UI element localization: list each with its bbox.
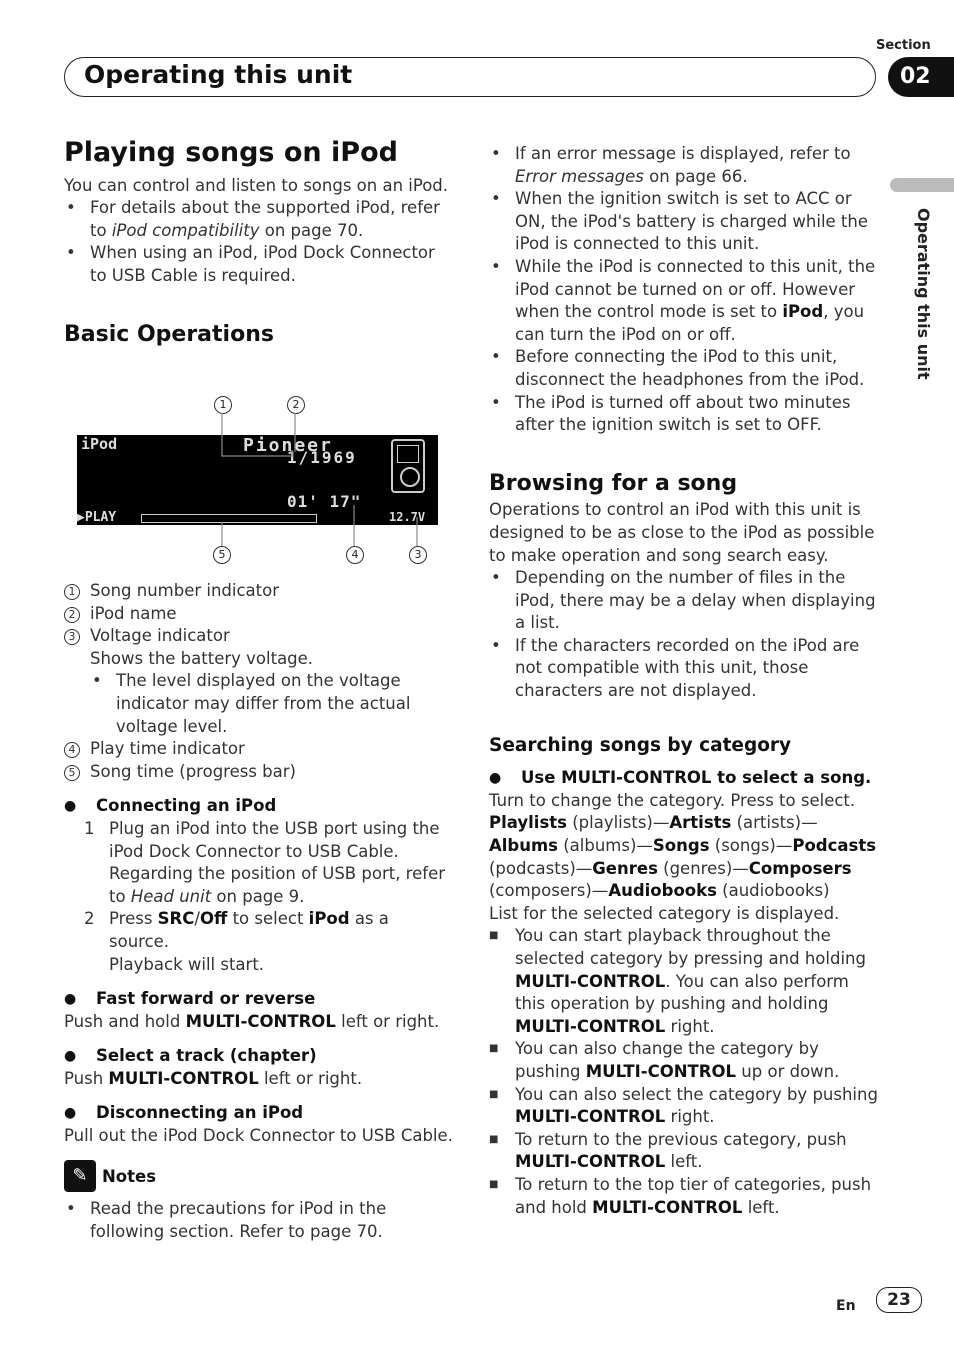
play-arrow-icon: ▶ [77, 510, 85, 525]
display-play-time: 01' 17" [287, 492, 362, 511]
callout-1: 1 [214, 396, 232, 414]
display-play-status: ▶PLAY [77, 510, 117, 525]
display-ipod-name: Pioneer [243, 435, 333, 456]
list-item: • Before connecting the iPod to this unit, disconnect the headphones from the iPod. [489, 346, 879, 391]
legend-block [64, 580, 454, 1243]
list-item: • The level displayed on the voltage indicator may differ from the actual voltage level. [64, 670, 454, 738]
legend-item: 1 Song number indicator [64, 580, 454, 603]
disconnecting-text: Pull out the iPod Dock Connector to USB Cable. [64, 1126, 453, 1146]
language-label: En [836, 1298, 856, 1314]
display-source: iPod [81, 435, 118, 453]
list-item: • If an error message is displayed, refer to Error messages on page 66. [489, 143, 879, 188]
note-item: ■ To return to the top tier of categories, push and hold MULTI-CONTROL left. [489, 1174, 879, 1219]
note-item: ■ You can start playback throughout the selected category by pressing and holding MULTI-CONTROL. You can also perform this operation by pushing and holding MULTI-CONTROL right. [489, 925, 879, 1038]
list-item: • Depending on the number of files in the iPod, there may be a delay when displaying a list. [489, 567, 879, 635]
list-item: • When the ignition switch is set to ACC or ON, the iPod's battery is charged while the iPod is connected to this unit. [489, 188, 879, 256]
page-title: Playing songs on iPod [64, 137, 398, 168]
note-item: ■ You can also change the category by pushing MULTI-CONTROL up or down. [489, 1038, 879, 1083]
note-item: ■ To return to the previous category, push MULTI-CONTROL left. [489, 1129, 879, 1174]
category-list: Playlists (playlists)—Artists (artists)—Albums (albums)—Songs (songs)—Podcasts (podcasts)—Genres (genres)—Composers (composers)—Audiobooks (audiobooks) [489, 813, 877, 901]
callout-5: 5 [213, 546, 231, 564]
searching-heading: Searching songs by category [489, 734, 792, 756]
display-voltage: 12.7V [389, 510, 426, 524]
turn-text: Turn to change the category. Press to select. [489, 790, 856, 810]
list-item: • When using an iPod, iPod Dock Connector to USB Cable is required. [64, 242, 454, 287]
notes-heading: ✎ Notes [64, 1166, 454, 1189]
intro-text: You can control and listen to songs on an iPod. [64, 175, 449, 195]
list-item: • The iPod is turned off about two minutes after the ignition switch is set to OFF. [489, 392, 879, 437]
basic-operations-heading: Basic Operations [64, 321, 274, 347]
side-tab-label: Operating this unit [914, 208, 933, 380]
callout-4: 4 [346, 546, 364, 564]
select-track-heading: ● Select a track (chapter) [64, 1045, 454, 1068]
use-multi-control-heading: ● Use MULTI-CONTROL to select a song. [489, 767, 879, 790]
browsing-heading: Browsing for a song [489, 470, 738, 496]
display-track-number: 1/1969 [287, 448, 357, 467]
right-column [489, 143, 879, 1219]
select-track-text: Push MULTI-CONTROL left or right. [64, 1068, 363, 1088]
voltage-note: Shows the battery voltage. [90, 648, 314, 668]
callout-3: 3 [409, 546, 427, 564]
note-item: ■ You can also select the category by pushing MULTI-CONTROL right. [489, 1084, 879, 1129]
legend-item: 5 Song time (progress bar) [64, 761, 454, 784]
legend-item: 2 iPod name [64, 603, 454, 626]
disconnecting-heading: ● Disconnecting an iPod [64, 1102, 454, 1125]
callout-2: 2 [287, 396, 305, 414]
list-item: • For details about the supported iPod, refer to iPod compatibility on page 70. [64, 197, 454, 242]
browsing-intro: Operations to control an iPod with this unit is designed to be as close to the iPod as possible to make operation and song search easy. [489, 500, 875, 565]
pencil-icon: ✎ [64, 1160, 96, 1192]
page-header-title: Operating this unit [84, 60, 353, 89]
legend-item: 3 Voltage indicator [64, 625, 454, 648]
fast-forward-text: Push and hold MULTI-CONTROL left or right. [64, 1011, 440, 1031]
step-2: 2 Press SRC/Off to select iPod as a source. Playback will start. [84, 909, 389, 974]
list-item: • If the characters recorded on the iPod are not compatible with this unit, those characters are not displayed. [489, 635, 879, 703]
list-item: • Read the precautions for iPod in the following section. Refer to page 70. [64, 1198, 454, 1243]
legend-item: 4 Play time indicator [64, 738, 454, 761]
section-label: Section [876, 38, 931, 53]
section-number-badge: 02 [888, 57, 954, 97]
page-number: 23 [876, 1287, 922, 1313]
fast-forward-heading: ● Fast forward or reverse [64, 988, 454, 1011]
list-item: • While the iPod is connected to this unit, the iPod cannot be turned on or off. However when the control mode is set to iPod, you can turn the iPod on or off. [489, 256, 879, 346]
step-1: 1 Plug an iPod into the USB port using the iPod Dock Connector to USB Cable. Regarding the position of USB port, refer to Head unit on page 9. [84, 818, 446, 906]
connecting-heading: ● Connecting an iPod [64, 795, 454, 818]
list-displayed-text: List for the selected category is displayed. [489, 903, 840, 923]
